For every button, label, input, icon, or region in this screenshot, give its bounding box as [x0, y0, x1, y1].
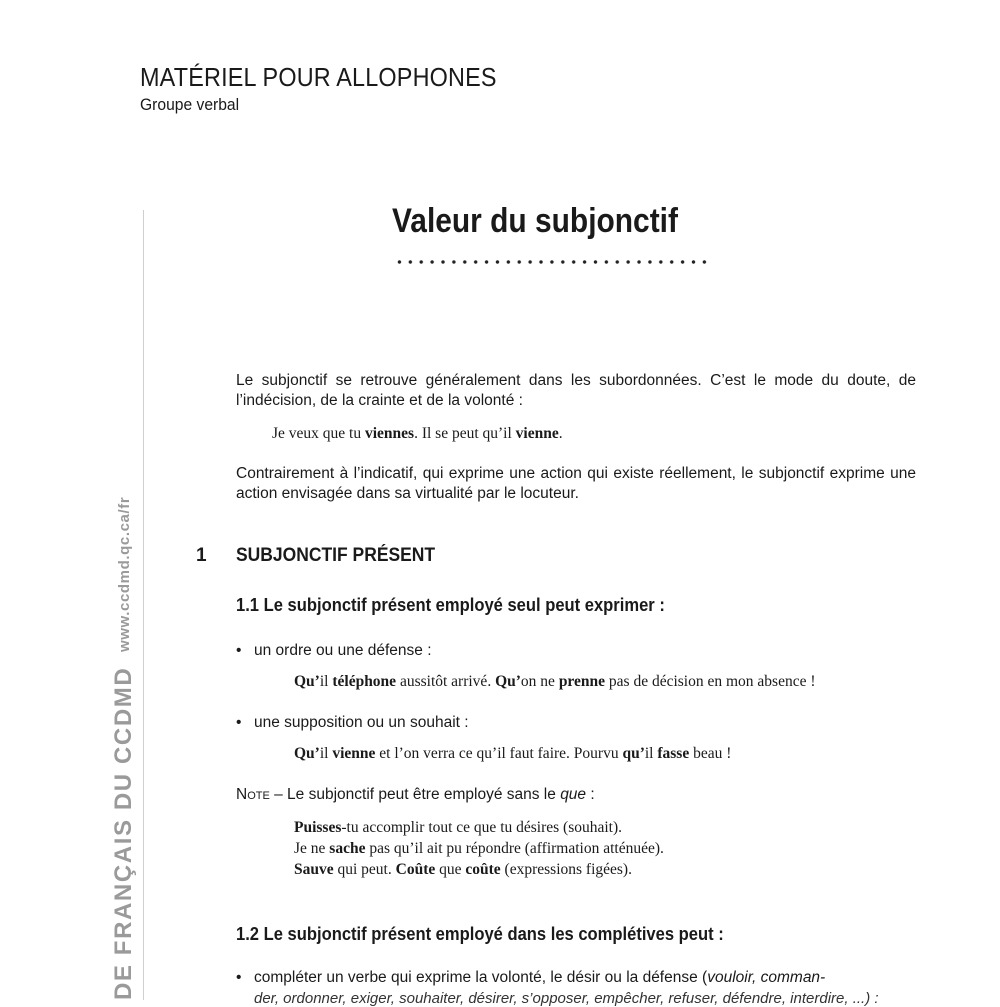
page-title: Valeur du subjonctif — [392, 202, 678, 240]
margin-url: www.ccdmd.qc.ca/fr — [116, 496, 133, 652]
intro-example: Je veux que tu viennes. Il se peut qu’il vienne. — [272, 425, 563, 442]
note-label: Note — [236, 786, 270, 803]
note-example-2: Je ne sache pas qu’il ait pu répondre (affirmation atténuée). — [294, 840, 664, 857]
section-number: 1 — [196, 545, 207, 566]
series-title: MATÉRIEL POUR ALLOPHONES — [140, 62, 497, 92]
example-supposition: Qu’il vienne et l’on verra ce qu’il faut faire. Pourvu qu’il fasse beau ! — [294, 745, 732, 762]
intro-paragraph-1: Le subjonctif se retrouve généralement dans les subordonnées. C’est le mode du doute, de l’indécision, de la crainte et de la volonté : — [236, 372, 916, 409]
note-line: Note – Le subjonctif peut être employé sans le que : — [236, 786, 595, 803]
list-item-supposition: • une supposition ou un souhait : — [236, 714, 469, 731]
subject-title: Groupe verbal — [140, 95, 240, 114]
note-example-1: Puisses-tu accomplir tout ce que tu désires (souhait). — [294, 819, 623, 836]
subsection-heading-1-1: 1.1 Le subjonctif présent employé seul peut exprimer : — [236, 595, 665, 615]
intro-paragraph-2: Contrairement à l’indicatif, qui exprime une action qui existe réellement, le subjonctif exprime une action envisagée dans sa virtualité par le locuteur. — [236, 465, 916, 502]
section-heading-1 — [196, 545, 452, 567]
margin-rule — [143, 210, 144, 1000]
margin-publisher: DE FRANÇAIS DU CCDMD — [110, 666, 137, 1000]
list-item-volonte: • compléter un verbe qui exprime la volonté, le désir ou la défense (vouloir, comman- — [236, 969, 826, 986]
page-header — [140, 62, 536, 116]
note-example-3: Sauve qui peut. Coûte que coûte (expressions figées). — [294, 861, 632, 878]
example-order: Qu’il téléphone aussitôt arrivé. Qu’on ne prenne pas de décision en mon absence ! — [294, 673, 816, 690]
section-title: SUBJONCTIF PRÉSENT — [236, 545, 436, 566]
list-item-order: • un ordre ou une défense : — [236, 642, 432, 659]
list-item-volonte-continued: der, ordonner, exiger, souhaiter, désirer, s’opposer, empêcher, refuser, défendre, interdire, ...) : — [254, 990, 879, 1007]
subsection-heading-1-2: 1.2 Le subjonctif présent employé dans les complétives peut : — [236, 924, 724, 944]
title-dotted-rule — [394, 259, 708, 265]
